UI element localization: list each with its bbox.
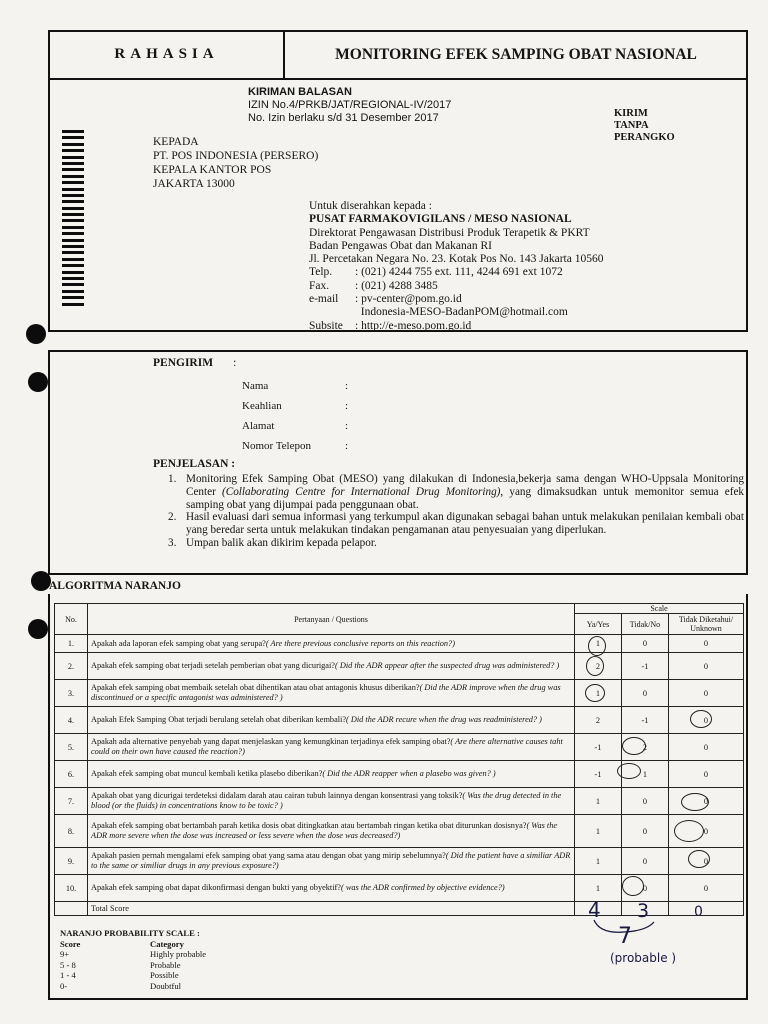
- row-question: Apakah ada laporan efek samping obat yang serupa?( Are there previous conclusive reports on this reaction?): [88, 635, 575, 653]
- kepada-line: JAKARTA 13000: [153, 178, 235, 190]
- score-yes: 1: [575, 788, 622, 815]
- scale-block: [60, 928, 206, 992]
- row-number: 1.: [55, 635, 88, 653]
- barcode: [62, 130, 84, 309]
- row-question: Apakah pasien pernah mengalami efek samping obat yang sama atau dengan obat yang mirip sebelumnya?( Did the patient have a similiar ADR to the same or similiar drugs in any previous exposure?): [88, 848, 575, 875]
- contact-label: Fax.: [309, 279, 330, 292]
- penjelasan-item: 1. Monitoring Efek Samping Obat (MESO) yang dilakukan di Indonesia,bekerja sama dengan WHO-Uppsala Monitoring Center (Collaborating Centre for International Drug Monitoring), yang dimaksudkan untuk memonitor semua efek samping obat yang dijumpai pada penggunaan obat.: [168, 473, 745, 511]
- header-box: [48, 30, 748, 80]
- field-colon: :: [345, 380, 349, 392]
- score-no: 0: [622, 848, 669, 875]
- table-row: [55, 848, 744, 875]
- score-yes: 1: [575, 680, 622, 707]
- row-number: 3.: [55, 680, 88, 707]
- hand-total-no: 3: [637, 900, 650, 922]
- score-no: -1: [622, 707, 669, 734]
- col-unknown: Tidak Diketahui/ Unknown: [669, 614, 744, 635]
- hand-circle-mark: [622, 737, 646, 755]
- contact-label: e-mail: [309, 293, 339, 306]
- header-rahasia: RAHASIA: [114, 46, 219, 62]
- hand-circle-mark: [622, 876, 644, 896]
- score-yes: 2: [575, 707, 622, 734]
- score-no: -1: [622, 653, 669, 680]
- score-no: 0: [622, 680, 669, 707]
- score-unknown: 0: [669, 875, 744, 902]
- score-unknown: 0: [669, 815, 744, 848]
- table-row: [55, 761, 744, 788]
- score-unknown: 0: [669, 635, 744, 653]
- row-number: 4.: [55, 707, 88, 734]
- total-label: Total Score: [88, 902, 575, 916]
- score-unknown: 0: [669, 653, 744, 680]
- scale-score: 5 - 8: [60, 959, 76, 970]
- punch-hole: [26, 324, 46, 344]
- address-line: Jl. Percetakan Negara No. 23. Kotak Pos No. 143 Jakarta 10560: [309, 253, 604, 266]
- score-no: 0: [622, 815, 669, 848]
- score-yes: 2: [575, 653, 622, 680]
- table-row: [55, 815, 744, 848]
- score-no: 0: [622, 788, 669, 815]
- table-row: [55, 707, 744, 734]
- contact-value: : (021) 4288 3485: [355, 279, 438, 292]
- score-yes: -1: [575, 734, 622, 761]
- contact-label: Subsite: [309, 319, 343, 332]
- kepada-line: PT. POS INDONESIA (PERSERO): [153, 150, 319, 162]
- score-unknown: 0: [669, 848, 744, 875]
- field-colon: :: [345, 440, 349, 452]
- hand-circle-mark: [585, 684, 605, 702]
- izin-valid: No. Izin berlaku s/d 31 Desember 2017: [248, 112, 439, 124]
- izin-number: IZIN No.4/PRKB/JAT/REGIONAL-IV/2017: [248, 99, 452, 111]
- field-colon: :: [345, 400, 349, 412]
- penjelasan-list: [168, 473, 744, 550]
- org-name: PUSAT FARMAKOVIGILANS / MESO NASIONAL: [309, 213, 572, 226]
- hand-result: (probable ): [610, 951, 677, 965]
- row-question: Apakah efek samping obat membaik setelah obat dihentikan atau obat antagonis khusus diberikan?( Did the ADR improve when the drug was discontinued or a specific antagonist was administered? ): [88, 680, 575, 707]
- scale-category: Doubtful: [150, 980, 182, 991]
- score-no: 0: [622, 635, 669, 653]
- row-number: 9.: [55, 848, 88, 875]
- kiriman-title: KIRIMAN BALASAN: [248, 86, 352, 98]
- mailing-box: [48, 78, 748, 332]
- scale-head-category: Category: [150, 938, 184, 949]
- score-unknown: 0: [669, 788, 744, 815]
- row-question: Apakah obat yang dicurigai terdeteksi didalam darah atau cairan tubuh lainnya dengan konsentrasi yang toksik?( Was the drug detected in the blood (or the fluids) in concentrations know to be toxic? ): [88, 788, 575, 815]
- row-number: 6.: [55, 761, 88, 788]
- col-no: No.: [55, 604, 88, 635]
- row-number: 2.: [55, 653, 88, 680]
- kepada-line: KEPALA KANTOR POS: [153, 164, 272, 176]
- score-unknown: 0: [669, 734, 744, 761]
- stamp-line: PERANGKO: [614, 132, 675, 143]
- stamp-line: TANPA: [614, 120, 649, 131]
- hand-circle-mark: [674, 820, 704, 842]
- score-unknown: 0: [669, 707, 744, 734]
- score-yes: 1: [575, 815, 622, 848]
- penjelasan-title: PENJELASAN :: [153, 458, 236, 470]
- hand-circle-mark: [617, 763, 641, 779]
- hand-circle-mark: [688, 850, 710, 868]
- contact-value: : (021) 4244 755 ext. 111, 4244 691 ext 1072: [355, 266, 563, 279]
- scale-score: 1 - 4: [60, 970, 76, 981]
- header-title: MONITORING EFEK SAMPING OBAT NASIONAL: [335, 46, 697, 63]
- contact-value: : http://e-meso.pom.go.id: [355, 319, 472, 332]
- hand-total-yes: 4: [588, 898, 601, 922]
- stamp-line: KIRIM: [614, 108, 648, 119]
- score-no: 1: [622, 761, 669, 788]
- scale-title: NARANJO PROBABILITY SCALE :: [60, 928, 200, 938]
- hand-sum: 7: [618, 924, 632, 949]
- naranjo-table: [54, 603, 744, 916]
- field-label: Nomor Telepon: [242, 440, 311, 452]
- punch-hole: [28, 372, 48, 392]
- row-number: 10.: [55, 875, 88, 902]
- scale-score: 0-: [60, 980, 68, 991]
- score-yes: 1: [575, 848, 622, 875]
- row-question: Apakah efek samping obat muncul kembali ketika plasebo diberikan?( Did the ADR reapper when a plasebo was given? ): [88, 761, 575, 788]
- row-number: 8.: [55, 815, 88, 848]
- address-line: Badan Pengawas Obat dan Makanan RI: [309, 239, 492, 252]
- table-row: [55, 788, 744, 815]
- col-no-answer: Tidak/No: [622, 614, 669, 635]
- score-no: 0: [622, 875, 669, 902]
- contact-value: Indonesia-MESO-BadanPOM@hotmail.com: [355, 306, 568, 319]
- score-unknown: 0: [669, 761, 744, 788]
- row-question: Apakah ada alternative penyebab yang dapat menjelaskan yang kemungkinan terjadinya efek samping obat?( Are there alternative causes taht could on their own have caused the reaction?): [88, 734, 575, 761]
- kiriman-block: [248, 86, 451, 125]
- row-number: 5.: [55, 734, 88, 761]
- penjelasan-item: 3. Umpan balik akan dikirim kepada pelapor.: [168, 536, 377, 549]
- pengirim-title: PENGIRIM :: [153, 357, 237, 369]
- sender-box: [48, 350, 748, 575]
- scale-category: Probable: [150, 959, 181, 970]
- row-question: Apakah efek samping obat bertambah parah ketika dosis obat ditingkatkan atau bertambah ringan ketika obat diturunkan dosisnya?( Was the ADR more severe when the dose was increased or less severe when the dose was decreased?): [88, 815, 575, 848]
- kepada-line: KEPADA: [153, 136, 199, 148]
- hand-total-unk: 0: [694, 904, 703, 920]
- table-row: [55, 653, 744, 680]
- score-unknown: 0: [669, 680, 744, 707]
- stamp-block: [614, 108, 675, 144]
- field-label: Keahlian: [242, 400, 282, 412]
- naranjo-title: ALGORITMA NARANJO: [49, 580, 181, 592]
- hand-circle-mark: [586, 656, 604, 676]
- kepada-block: [153, 135, 318, 191]
- row-question: Apakah Efek Samping Obat terjadi berulang setelah obat diberikan kembali?( Did the ADR recure when the drug was readministered? ): [88, 707, 575, 734]
- col-question: Pertanyaan / Questions: [88, 604, 575, 635]
- scale-category: Possible: [150, 970, 179, 981]
- score-no: 2: [622, 734, 669, 761]
- field-colon: :: [345, 420, 349, 432]
- scale-score: 9+: [60, 949, 70, 960]
- address-line: Direktorat Pengawasan Distribusi Produk Terapetik & PKRT: [309, 226, 590, 239]
- punch-hole: [28, 619, 48, 639]
- col-scale: Scale: [575, 604, 744, 614]
- contact-label: Telp.: [309, 266, 333, 279]
- row-question: Apakah efek samping obat terjadi setelah pemberian obat yang dicurigai?( Did the ADR appear after the suspected drug was administered? ): [88, 653, 575, 680]
- field-label: Nama: [242, 380, 269, 392]
- col-yes: Ya/Yes: [575, 614, 622, 635]
- score-yes: 1: [575, 635, 622, 653]
- scale-category: Highly probable: [150, 949, 207, 960]
- score-yes: 1: [575, 875, 622, 902]
- hand-circle-mark: [681, 793, 709, 811]
- table-row: [55, 635, 744, 653]
- hand-circle-mark: [588, 636, 606, 656]
- pengirim-fields: [242, 376, 348, 456]
- contact-label: [309, 306, 355, 319]
- row-question: Apakah efek samping obat dapat dikonfirmasi dengan bukti yang obyektif?( was the ADR confirmed by objective evidence?): [88, 875, 575, 902]
- table-row: [55, 680, 744, 707]
- contact-value: : pv-center@pom.go.id: [355, 293, 462, 306]
- field-label: Alamat: [242, 420, 275, 432]
- scale-head-score: Score: [60, 938, 81, 949]
- score-yes: -1: [575, 761, 622, 788]
- recipient-block: [309, 200, 739, 333]
- untuk-label: Untuk diserahkan kepada :: [309, 200, 432, 212]
- hand-circle-mark: [690, 710, 712, 728]
- penjelasan-item: 2. Hasil evaluasi dari semua informasi yang terkumpul akan digunakan sebagai bahan untuk melakukan penilaian kembali obat yang beredar serta untuk melakukan tindakan pengamanan atau penyesuaian yang diperlukan.: [168, 511, 744, 537]
- row-number: 7.: [55, 788, 88, 815]
